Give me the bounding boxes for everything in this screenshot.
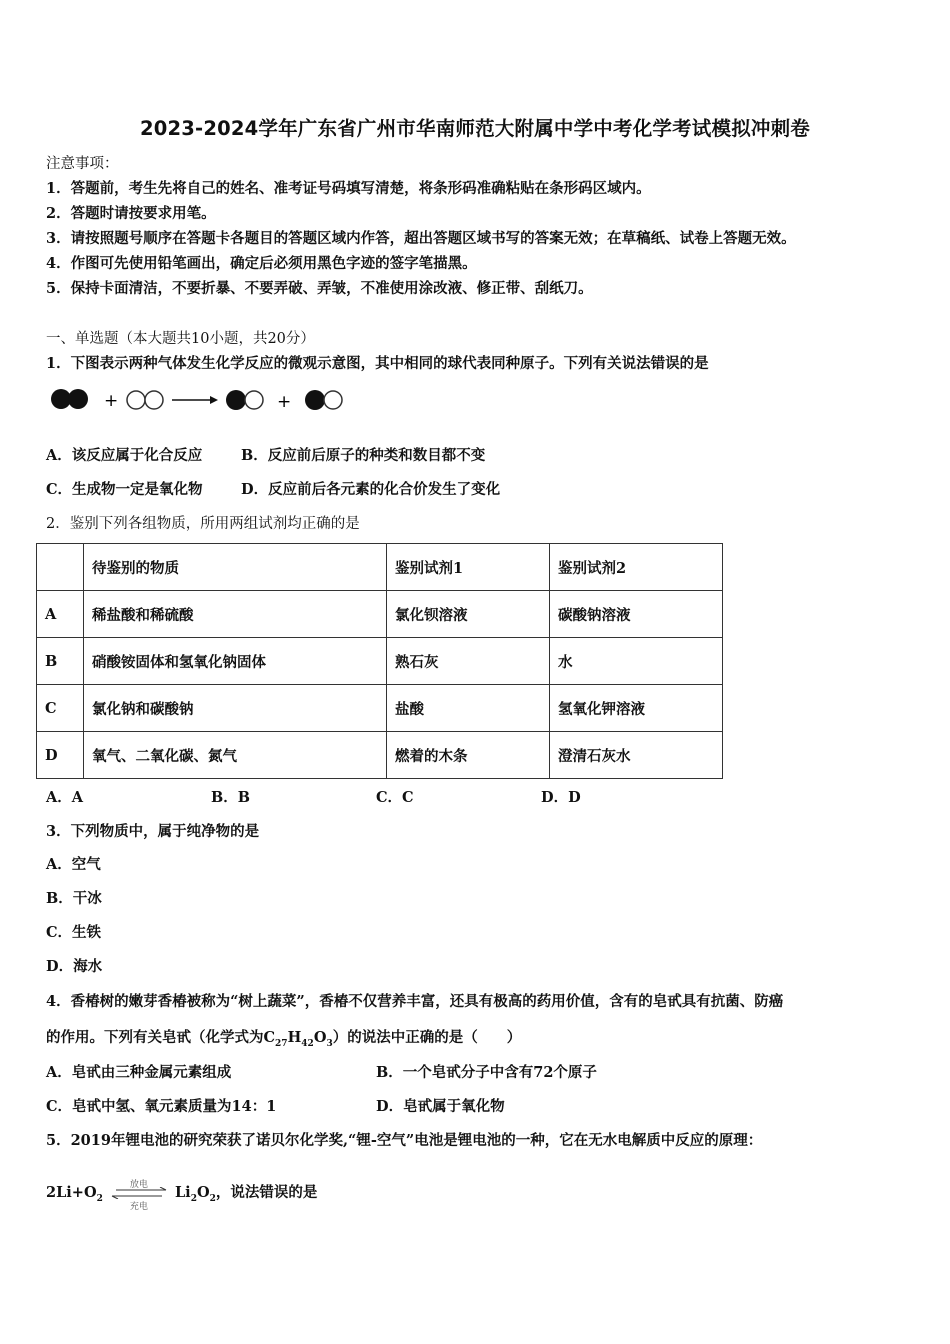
table-cell: 鉴别试剂1 [387, 544, 550, 591]
q2-option-b: B．B [211, 789, 251, 806]
q4-option-d: D．皂甙属于氧化物 [376, 1098, 505, 1115]
white-atom-icon [127, 391, 145, 409]
subscript: 3 [326, 1038, 333, 1049]
table-cell: 鉴别试剂2 [550, 544, 723, 591]
q4-stem-line1: 4．香椿树的嫩芽香椿被称为“树上蔬菜”，香椿不仅营养丰富，还具有极高的药用价值，含有的皂甙具有抗菌、防癌 [46, 993, 784, 1010]
page-title: 2023-2024学年广东省广州市华南师范大附属中学中考化学考试模拟冲刺卷 [139, 117, 811, 140]
q2-option-c: C．C [376, 789, 414, 806]
q1-stem: 1．下图表示两种气体发生化学反应的微观示意图，其中相同的球代表同种原子。下列有关说法错误的是 [46, 355, 709, 372]
subscript: 27 [275, 1038, 288, 1049]
formula-element: O [196, 1184, 210, 1201]
black-atom-icon [226, 390, 246, 410]
q1-option-c: C．生成物一定是氧化物 [46, 481, 203, 498]
black-atom-icon [68, 389, 88, 409]
table-cell: A [37, 591, 84, 638]
equation-reactant: 2Li+O [46, 1184, 97, 1201]
white-atom-icon [324, 391, 342, 409]
subscript: 2 [190, 1193, 197, 1204]
table-cell: 氢氧化钾溶液 [550, 685, 723, 732]
notice-heading: 注意事项： [46, 156, 119, 172]
q2-stem: 2．鉴别下列各组物质，所用两组试剂均正确的是 [46, 516, 360, 532]
notice-item: 2．答题时请按要求用笔。 [46, 205, 216, 222]
table-cell: 稀盐酸和稀硫酸 [84, 591, 387, 638]
q4-option-b: B．一个皂甙分子中含有72个原子 [376, 1064, 597, 1081]
formula-element: O [313, 1029, 327, 1046]
q3-option-c: C．生铁 [46, 924, 102, 941]
white-atom-icon [145, 391, 163, 409]
table-cell: 熟石灰 [387, 638, 550, 685]
plus-sign: + [104, 391, 119, 411]
black-atom-icon [305, 390, 325, 410]
table-cell: 盐酸 [387, 685, 550, 732]
subscript: 2 [209, 1193, 216, 1204]
formula-element: H [287, 1029, 302, 1046]
table-cell: 水 [550, 638, 723, 685]
table-row [37, 732, 723, 779]
table-cell: 氯化钡溶液 [387, 591, 550, 638]
notice-item: 5．保持卡面清洁，不要折暴、不要弄破、弄皱，不准使用涂改液、修正带、刮纸刀。 [46, 280, 593, 297]
table-cell: 氧气、二氧化碳、氮气 [84, 732, 387, 779]
q5-equation [46, 1178, 318, 1212]
q2-option-d: D．D [541, 789, 581, 806]
q4-option-c: C．皂甙中氢、氧元素质量为14：1 [46, 1098, 277, 1115]
table-cell: 澄清石灰水 [550, 732, 723, 779]
notice-item: 4．作图可先使用铅笔画出，确定后必须用黑色字迹的签字笔描黑。 [46, 255, 477, 272]
section-heading: 一、单选题（本大题共10小题，共20分） [46, 331, 315, 347]
reversible-arrow-icon [108, 1187, 170, 1199]
table-cell: C [37, 685, 84, 732]
q4-option-a: A．皂甙由三种金属元素组成 [46, 1064, 232, 1081]
subscript: 2 [96, 1193, 103, 1204]
table-cell: 燃着的木条 [387, 732, 550, 779]
subscript: 42 [301, 1038, 314, 1049]
table-row [37, 638, 723, 685]
q5-stem: 5．2019年锂电池的研究荣获了诺贝尔化学奖,“锂-空气”电池是锂电池的一种，它在无水电解质中反应的原理： [46, 1132, 763, 1149]
reaction-diagram [48, 384, 358, 416]
arrow-head-icon [210, 396, 218, 404]
table-cell: 硝酸铵固体和氢氧化钠固体 [84, 638, 387, 685]
q4-stem-text: 的作用。下列有关皂甙（化学式为C [46, 1029, 276, 1046]
notice-item: 3．请按照题号顺序在答题卡各题目的答题区域内作答，超出答题区域书写的答案无效；在草稿纸、试卷上答题无效。 [46, 230, 796, 247]
plus-sign: + [277, 392, 292, 412]
q1-option-b: B．反应前后原子的种类和数目都不变 [241, 447, 486, 464]
table-cell: 待鉴别的物质 [84, 544, 387, 591]
q2-table [36, 543, 723, 779]
q4-stem-line2 [46, 1026, 521, 1049]
q3-option-b: B．干冰 [46, 890, 102, 907]
table-cell: B [37, 638, 84, 685]
q3-stem: 3．下列物质中，属于纯净物的是 [46, 823, 260, 840]
table-header-row [37, 544, 723, 591]
white-atom-icon [245, 391, 263, 409]
reversible-arrow [108, 1178, 170, 1212]
table-row [37, 591, 723, 638]
table-cell [37, 544, 84, 591]
table-row [37, 685, 723, 732]
table-cell: D [37, 732, 84, 779]
notice-item: 1．答题前，考生先将自己的姓名、准考证号码填写清楚，将条形码准确粘贴在条形码区域内。 [46, 180, 651, 197]
arrow-label-discharge: 放电 [129, 1180, 148, 1190]
q5-tail: ，说法错误的是 [215, 1184, 318, 1201]
table-cell: 碳酸钠溶液 [550, 591, 723, 638]
equation-product: Li [174, 1184, 191, 1201]
q3-option-d: D．海水 [46, 958, 103, 975]
q1-option-a: A．该反应属于化合反应 [46, 447, 203, 464]
q1-option-d: D．反应前后各元素的化合价发生了变化 [241, 481, 501, 498]
arrow-label-charge: 充电 [129, 1202, 148, 1212]
table-cell: 氯化钠和碳酸钠 [84, 685, 387, 732]
q3-option-a: A．空气 [46, 856, 101, 873]
q4-stem-text: ）的说法中正确的是（ ） [332, 1029, 522, 1046]
q2-option-a: A．A [46, 789, 84, 806]
